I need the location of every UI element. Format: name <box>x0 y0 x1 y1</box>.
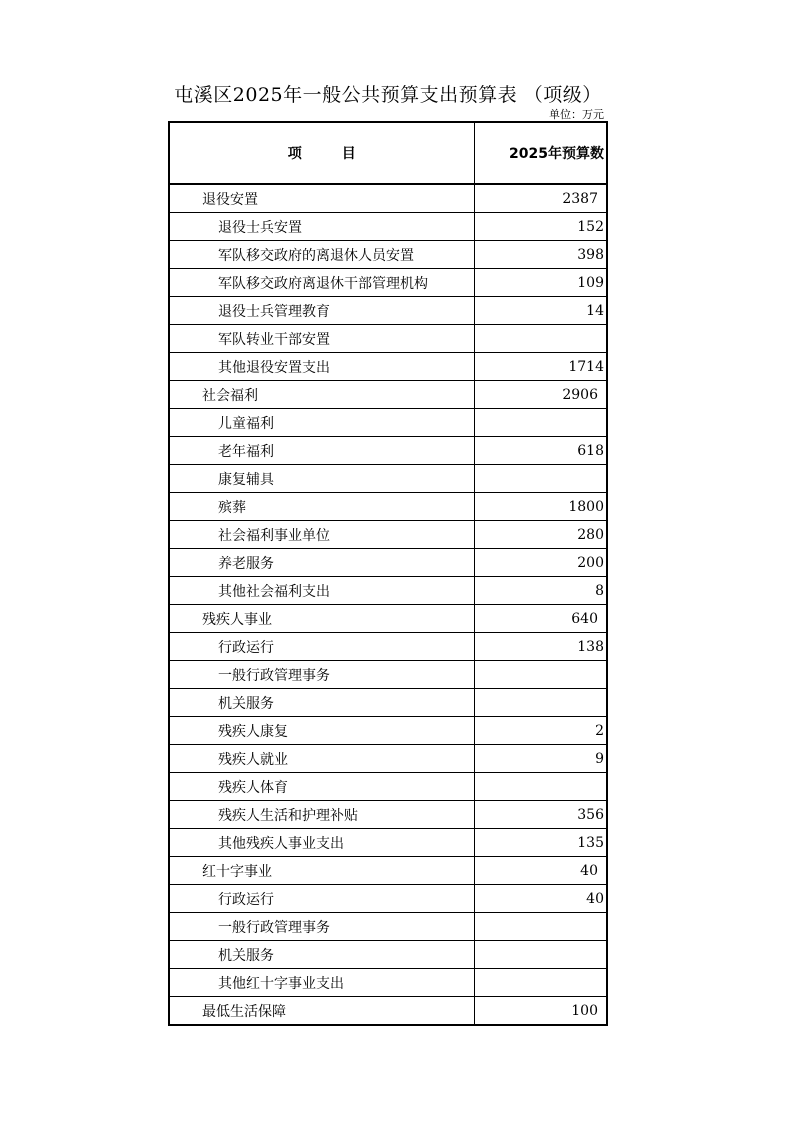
table-row <box>169 969 607 997</box>
row-item-name: 军队移交政府离退休干部管理机构 <box>169 269 474 297</box>
row-item-name: 其他退役安置支出 <box>169 353 474 381</box>
row-amount: 152 <box>474 213 607 241</box>
row-item-name: 红十字事业 <box>169 857 474 885</box>
row-item-name: 机关服务 <box>169 941 474 969</box>
row-item-name: 残疾人体育 <box>169 773 474 801</box>
table-row <box>169 465 607 493</box>
table-row <box>169 325 607 353</box>
row-amount <box>474 969 607 997</box>
row-item-name: 行政运行 <box>169 885 474 913</box>
table-row <box>169 409 607 437</box>
column-header-amount: 2025年预算数 <box>474 122 607 184</box>
table-row <box>169 549 607 577</box>
page-title: 屯溪区2025年一般公共预算支出预算表 （项级） <box>174 84 602 106</box>
row-amount: 100 <box>474 997 607 1026</box>
row-item-name: 社会福利事业单位 <box>169 521 474 549</box>
row-amount: 356 <box>474 801 607 829</box>
row-amount: 9 <box>474 745 607 773</box>
row-item-name: 退役安置 <box>169 184 474 213</box>
row-amount: 109 <box>474 269 607 297</box>
row-item-name: 最低生活保障 <box>169 997 474 1026</box>
table-row <box>169 745 607 773</box>
row-item-name: 养老服务 <box>169 549 474 577</box>
table-body <box>169 184 607 1025</box>
table-row <box>169 213 607 241</box>
row-amount <box>474 465 607 493</box>
row-amount: 2387 <box>474 184 607 213</box>
header-row <box>169 122 607 184</box>
row-amount: 618 <box>474 437 607 465</box>
column-header-item: 项目 <box>169 122 474 184</box>
table-row <box>169 353 607 381</box>
row-amount <box>474 913 607 941</box>
table-row <box>169 493 607 521</box>
table-header <box>169 122 607 184</box>
row-item-name: 其他残疾人事业支出 <box>169 829 474 857</box>
row-amount <box>474 773 607 801</box>
row-amount <box>474 941 607 969</box>
table-row <box>169 829 607 857</box>
table-row <box>169 717 607 745</box>
table-row <box>169 605 607 633</box>
row-item-name: 行政运行 <box>169 633 474 661</box>
table-row <box>169 184 607 213</box>
row-item-name: 老年福利 <box>169 437 474 465</box>
budget-table <box>168 121 608 1026</box>
row-item-name: 其他红十字事业支出 <box>169 969 474 997</box>
table-row <box>169 857 607 885</box>
row-item-name: 退役士兵管理教育 <box>169 297 474 325</box>
row-item-name: 残疾人康复 <box>169 717 474 745</box>
table-row <box>169 577 607 605</box>
table-row <box>169 241 607 269</box>
table-row <box>169 661 607 689</box>
row-item-name: 残疾人就业 <box>169 745 474 773</box>
table-row <box>169 633 607 661</box>
row-amount: 14 <box>474 297 607 325</box>
row-item-name: 一般行政管理事务 <box>169 913 474 941</box>
table-row <box>169 997 607 1026</box>
row-item-name: 殡葬 <box>169 493 474 521</box>
table-row <box>169 521 607 549</box>
row-amount: 138 <box>474 633 607 661</box>
row-item-name: 机关服务 <box>169 689 474 717</box>
row-item-name: 儿童福利 <box>169 409 474 437</box>
row-amount: 200 <box>474 549 607 577</box>
row-item-name: 退役士兵安置 <box>169 213 474 241</box>
row-amount <box>474 409 607 437</box>
row-amount <box>474 689 607 717</box>
row-amount: 135 <box>474 829 607 857</box>
table-row <box>169 773 607 801</box>
row-amount: 2906 <box>474 381 607 409</box>
row-item-name: 军队移交政府的离退休人员安置 <box>169 241 474 269</box>
row-amount <box>474 661 607 689</box>
row-amount: 280 <box>474 521 607 549</box>
table-row <box>169 941 607 969</box>
row-item-name: 一般行政管理事务 <box>169 661 474 689</box>
row-amount: 1800 <box>474 493 607 521</box>
table-row <box>169 381 607 409</box>
row-item-name: 康复辅具 <box>169 465 474 493</box>
row-item-name: 残疾人生活和护理补贴 <box>169 801 474 829</box>
row-amount: 8 <box>474 577 607 605</box>
row-amount: 640 <box>474 605 607 633</box>
table-row <box>169 689 607 717</box>
table-row <box>169 913 607 941</box>
row-amount: 40 <box>474 857 607 885</box>
table-row <box>169 269 607 297</box>
row-amount: 2 <box>474 717 607 745</box>
table-row <box>169 885 607 913</box>
row-item-name: 社会福利 <box>169 381 474 409</box>
row-amount: 398 <box>474 241 607 269</box>
row-item-name: 军队转业干部安置 <box>169 325 474 353</box>
row-item-name: 其他社会福利支出 <box>169 577 474 605</box>
table-row <box>169 297 607 325</box>
table-row <box>169 801 607 829</box>
row-item-name: 残疾人事业 <box>169 605 474 633</box>
table-row <box>169 437 607 465</box>
row-amount: 40 <box>474 885 607 913</box>
unit-label: 单位：万元 <box>549 108 604 121</box>
row-amount: 1714 <box>474 353 607 381</box>
row-amount <box>474 325 607 353</box>
